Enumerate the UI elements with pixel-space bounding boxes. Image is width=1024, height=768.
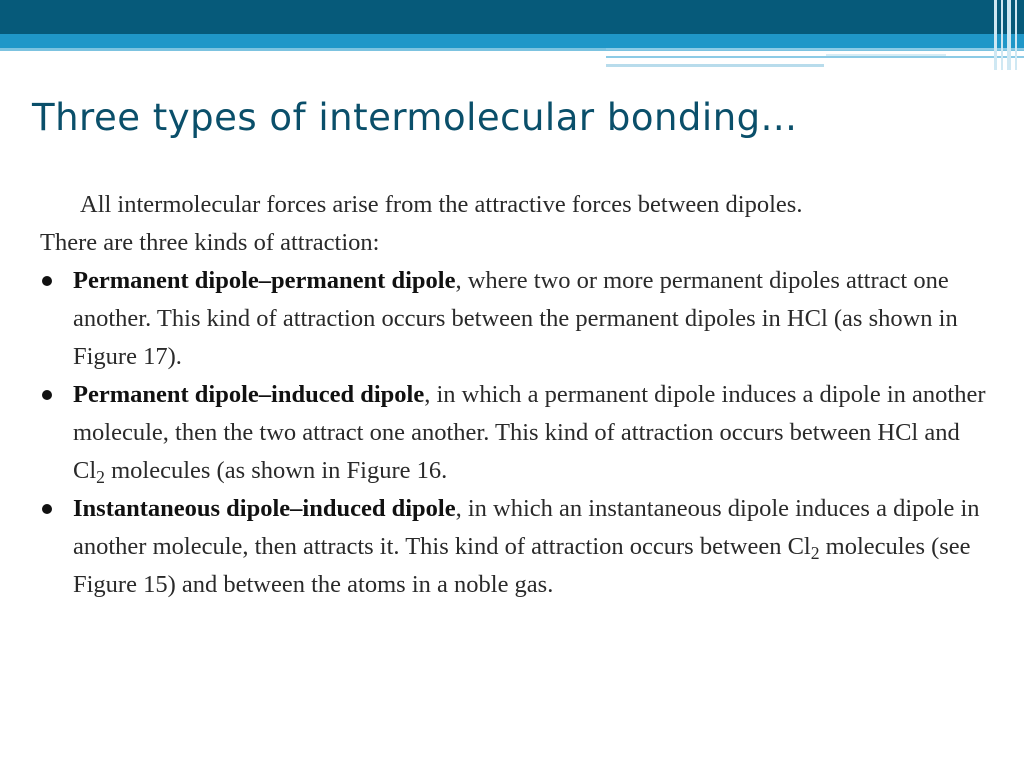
- header-band: [0, 0, 1024, 34]
- scanned-text-image: [40, 186, 996, 604]
- list-item: [40, 376, 996, 490]
- item-text: , in which a permanent dipole induces a dipole in another molecule, then the two attract one another. This kind of attraction occurs between HCl and Cl: [73, 381, 986, 484]
- list-item: [40, 262, 996, 376]
- intro-line: All intermolecular forces arise from the attractive forces between dipoles.: [80, 191, 803, 218]
- bullet-icon: [42, 504, 52, 514]
- item-text-cont: molecules (as shown in Figure 16.: [104, 457, 448, 484]
- item-text: , where two or more permanent dipoles attract one another. This kind of attraction occurs between the permanent dipoles in HCl (as shown in Figure 17).: [73, 267, 958, 370]
- term-label: Instantaneous dipole–induced dipole: [73, 495, 456, 522]
- item-text-cont: molecules (see Figure 15) and between the atoms in a noble gas.: [73, 533, 971, 598]
- term-label: Permanent dipole–induced dipole: [73, 381, 425, 408]
- bullet-icon: [42, 276, 52, 286]
- subscript: 2: [810, 542, 820, 563]
- intro-line-2: There are three kinds of attraction:: [40, 229, 380, 256]
- list-item: [40, 490, 996, 604]
- slide-title: Three types of intermolecular bonding...: [32, 96, 798, 139]
- item-text: , in which an instantaneous dipole induces a dipole in another molecule, then attracts it. This kind of attraction occurs between Cl: [73, 495, 980, 560]
- corner-decoration: [990, 0, 1024, 70]
- term-label: Permanent dipole–permanent dipole: [73, 267, 456, 294]
- bullet-icon: [42, 390, 52, 400]
- subscript: 2: [96, 466, 105, 487]
- header-decoration-lines: [606, 44, 1024, 70]
- attraction-list: [40, 262, 996, 604]
